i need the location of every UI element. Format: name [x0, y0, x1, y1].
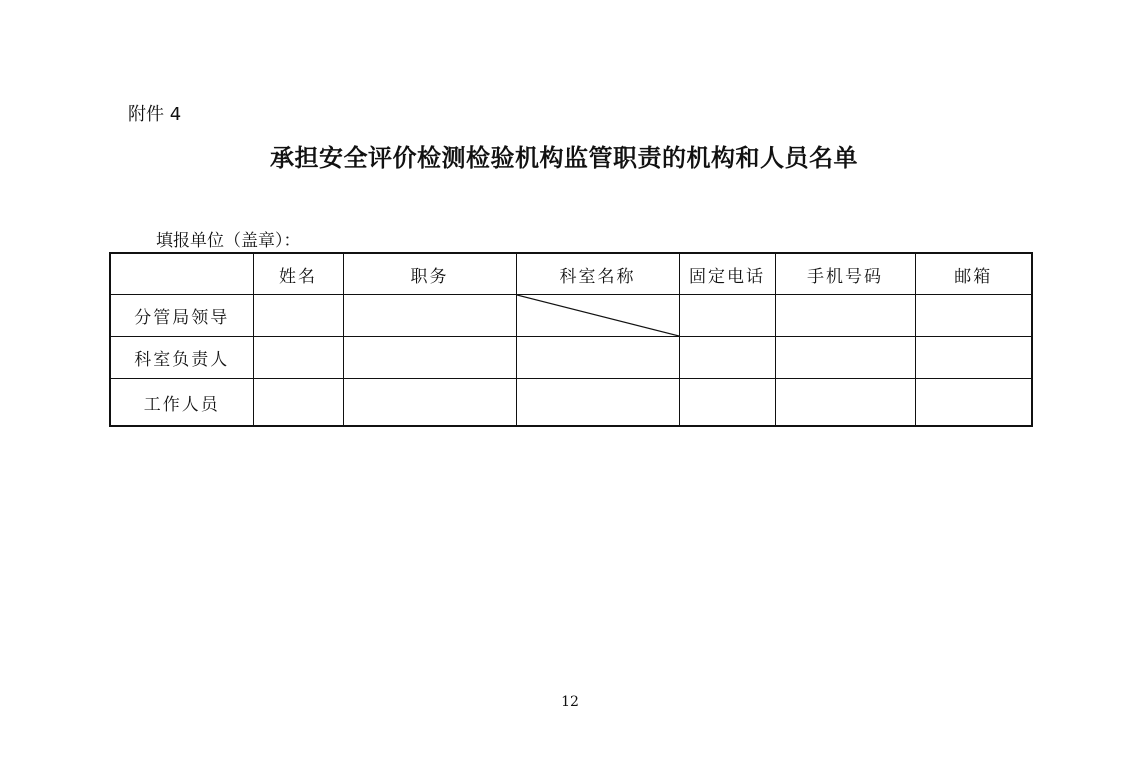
cell-position: [343, 295, 516, 337]
cell-email: [915, 337, 1032, 379]
cell-landline: [679, 337, 775, 379]
cell-landline: [679, 379, 775, 427]
header-position: 职务: [343, 253, 516, 295]
document-title: 承担安全评价检测检验机构监管职责的机构和人员名单: [270, 143, 858, 172]
cell-department-name: [516, 337, 679, 379]
cell-position: [343, 379, 516, 427]
header-mobile: 手机号码: [775, 253, 915, 295]
header-name: 姓名: [253, 253, 343, 295]
cell-department-name: [516, 379, 679, 427]
cell-email: [915, 379, 1032, 427]
row-label: 科室负责人: [110, 337, 253, 379]
cell-position: [343, 337, 516, 379]
header-landline: 固定电话: [679, 253, 775, 295]
cell-mobile: [775, 337, 915, 379]
row-label: 工作人员: [110, 379, 253, 427]
table-row: [110, 295, 1032, 337]
page-number: 12: [561, 694, 579, 710]
attachment-label: 附件 4: [128, 104, 182, 125]
cell-mobile: [775, 379, 915, 427]
cell-department-struck: [516, 295, 679, 337]
header-email: 邮箱: [915, 253, 1032, 295]
table-row: [110, 379, 1032, 427]
personnel-table: [109, 252, 1033, 427]
diagonal-strike-line: [517, 295, 679, 336]
header-corner-cell: [110, 253, 253, 295]
table-row: [110, 337, 1032, 379]
cell-landline: [679, 295, 775, 337]
table-header-row: [110, 253, 1032, 295]
cell-mobile: [775, 295, 915, 337]
cell-email: [915, 295, 1032, 337]
fill-unit-label: 填报单位（盖章）：: [156, 231, 301, 251]
cell-name: [253, 379, 343, 427]
header-department-name: 科室名称: [516, 253, 679, 295]
cell-name: [253, 337, 343, 379]
cell-name: [253, 295, 343, 337]
row-label: 分管局领导: [110, 295, 253, 337]
